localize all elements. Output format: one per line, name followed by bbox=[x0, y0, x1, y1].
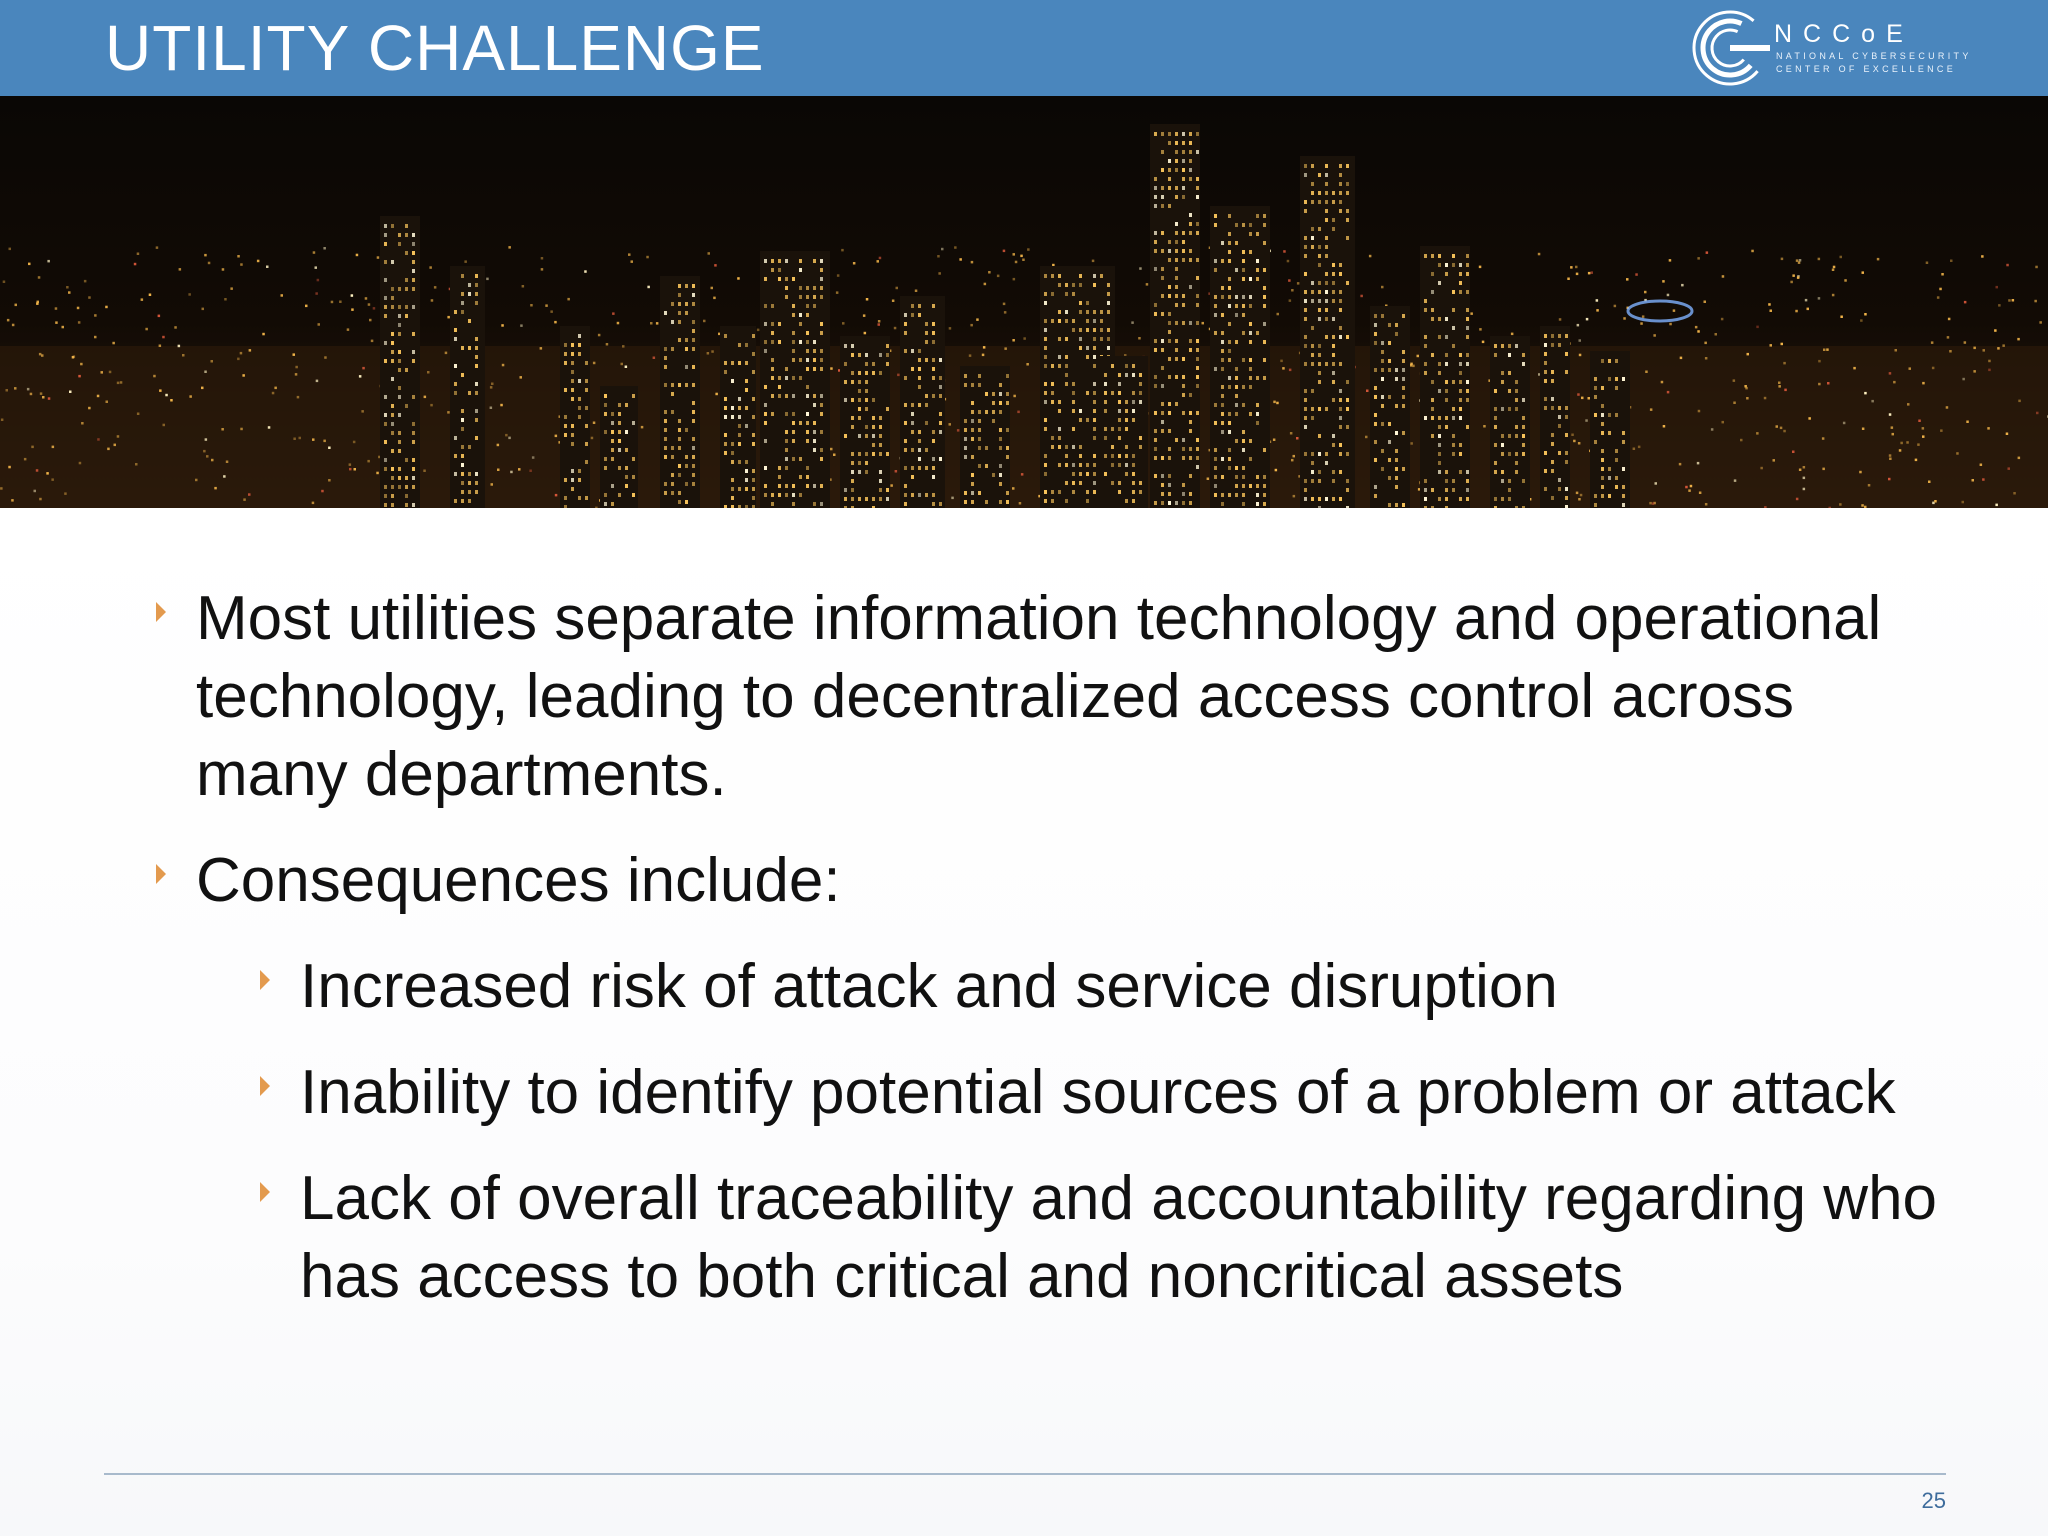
logo-subline-2: CENTER OF EXCELLENCE bbox=[1776, 64, 1957, 74]
title-bar bbox=[0, 0, 2048, 96]
sub-bullet-item bbox=[140, 948, 1960, 1026]
nccoe-circle-icon bbox=[1690, 8, 1770, 88]
footer-divider bbox=[104, 1473, 1946, 1475]
bullet-item bbox=[140, 580, 1960, 814]
bullet-item bbox=[140, 842, 1960, 920]
bullet-text: Consequences include: bbox=[196, 846, 841, 915]
bullet-arrow-icon bbox=[156, 602, 166, 622]
bullet-arrow-icon bbox=[260, 1182, 270, 1202]
sub-bullet-item bbox=[140, 1160, 1960, 1316]
city-skyline-night-image bbox=[0, 96, 2048, 508]
bullet-arrow-icon bbox=[260, 1076, 270, 1096]
logo-wordmark: NCCoE bbox=[1774, 20, 1914, 48]
bullet-arrow-icon bbox=[260, 970, 270, 990]
bullet-arrow-icon bbox=[156, 864, 166, 884]
bullet-text: Lack of overall traceability and accountability regarding who has access to both critical and noncritical assets bbox=[300, 1164, 1938, 1311]
bullet-text: Increased risk of attack and service disruption bbox=[300, 952, 1558, 1021]
bullet-text: Most utilities separate information technology and operational technology, leading to decentralized access control across many departments. bbox=[196, 584, 1882, 809]
logo-subline-1: NATIONAL CYBERSECURITY bbox=[1776, 51, 1972, 61]
sub-bullet-item bbox=[140, 1054, 1960, 1132]
page-number: 25 bbox=[1921, 1488, 1946, 1513]
bullet-list bbox=[140, 580, 1960, 1344]
slide-title: UTILITY CHALLENGE bbox=[105, 12, 765, 84]
city-skyline-banner bbox=[0, 96, 2048, 508]
nccoe-logo bbox=[1690, 8, 1972, 88]
bullet-text: Inability to identify potential sources of a problem or attack bbox=[300, 1058, 1896, 1127]
